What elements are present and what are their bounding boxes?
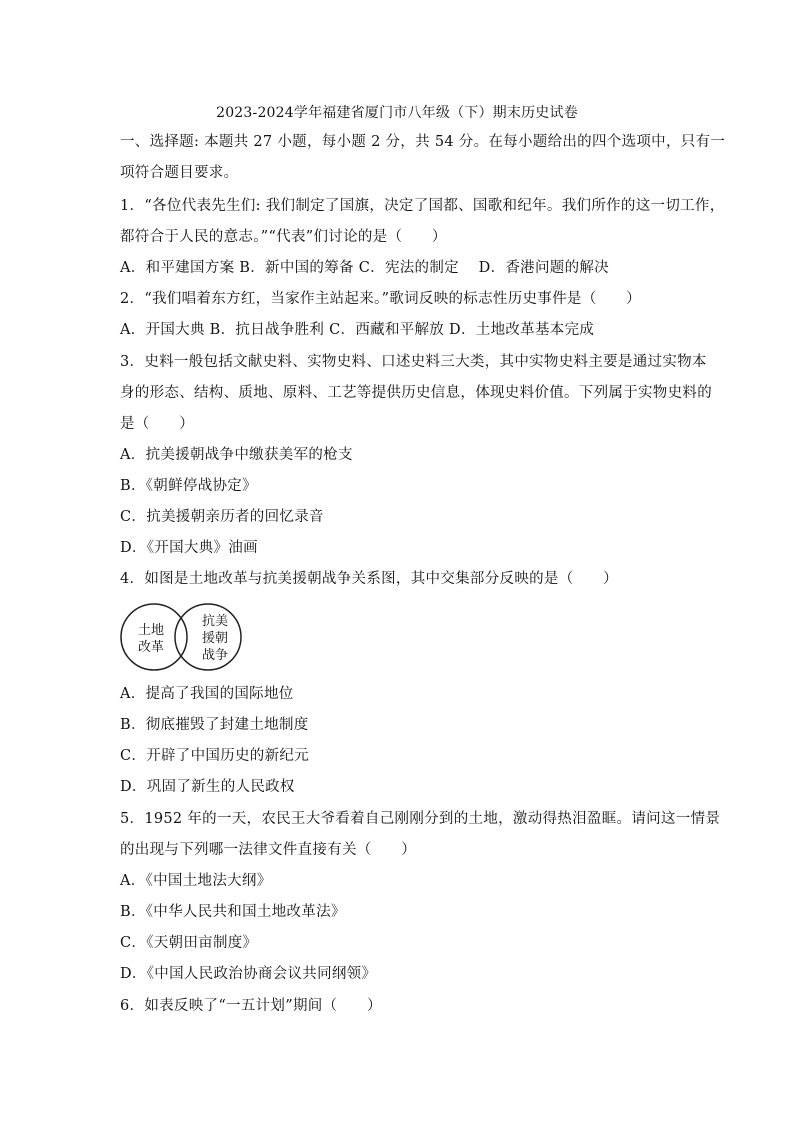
q5-option-b[interactable]: B．《中华人民共和国土地改革法》 <box>120 904 346 920</box>
q3-option-b[interactable]: B．《朝鲜停战协定》 <box>120 478 257 494</box>
q1-options[interactable]: A．和平建国方案 B．新中国的筹备 C．宪法的制定 D．香港问题的解决 <box>120 260 609 276</box>
q5-stem-line-2: 的出现与下列哪一法律文件直接有关（ ） <box>120 842 416 858</box>
q4-option-b[interactable]: B．彻底摧毁了封建土地制度 <box>120 717 309 733</box>
q5-stem-line-1: 5．1952 年的一天，农民王大爷看着自己刚刚分到的土地，激动得热泪盈眶。请问这一情景 <box>120 811 721 827</box>
q5-option-a[interactable]: A．《中国土地法大纲》 <box>120 873 272 889</box>
q4-option-d[interactable]: D．巩固了新生的人民政权 <box>120 779 295 795</box>
exam-title: 2023-2024学年福建省厦门市八年级（下）期末历史试卷 <box>216 105 578 121</box>
q5-option-c[interactable]: C．《天朝田亩制度》 <box>120 935 258 951</box>
q2-options[interactable]: A．开国大典 B．抗日战争胜利 C．西藏和平解放 D．土地改革基本完成 <box>120 322 595 338</box>
venn-left-label-1: 土地 <box>137 623 165 638</box>
q1-stem-line-2: 都符合于人民的意志。”“代表”们讨论的是（ ） <box>120 229 447 245</box>
section-intro-line-2: 项符合题目要求。 <box>120 165 239 181</box>
q4-option-c[interactable]: C．开辟了中国历史的新纪元 <box>120 748 309 764</box>
q3-stem-line-3: 是（ ） <box>120 416 194 432</box>
q4-stem-line-1: 4．如图是土地改革与抗美援朝战争关系图，其中交集部分反映的是（ ） <box>120 571 618 587</box>
venn-right-label-2: 援朝 <box>201 631 229 646</box>
venn-right-label-3: 战争 <box>201 648 229 663</box>
venn-left-label-2: 改革 <box>137 640 165 655</box>
q3-option-c[interactable]: C．抗美援朝亲历者的回忆录音 <box>120 509 324 525</box>
venn-right-label-1: 抗美 <box>201 614 229 629</box>
q3-option-d[interactable]: D．《开国大典》油画 <box>120 540 258 556</box>
section-intro-line-1: 一、选择题: 本题共 27 小题，每小题 2 分，共 54 分。在每小题给出的四个选项中，只有一 <box>120 134 726 150</box>
q3-option-a[interactable]: A．抗美援朝战争中缴获美军的枪支 <box>120 447 353 463</box>
q3-stem-line-1: 3．史料一般包括文献史料、实物史料、口述史料三大类，其中实物史料主要是通过实物本 <box>120 354 707 370</box>
q1-stem-line-1: 1．“各位代表先生们: 我们制定了国旗，决定了国都、国歌和纪年。我们所作的这一切工作， <box>120 198 725 214</box>
q4-option-a[interactable]: A．提高了我国的国际地位 <box>120 686 294 702</box>
q2-stem-line-1: 2．“我们唱着东方红，当家作主站起来。”歌词反映的标志性历史事件是（ ） <box>120 291 641 307</box>
q3-stem-line-2: 身的形态、结构、质地、原料、工艺等提供历史信息，体现史料价值。下列属于实物史料的 <box>120 385 712 401</box>
q6-stem-line-1: 6．如表反映了“一五计划”期间（ ） <box>120 998 382 1014</box>
venn-diagram <box>118 600 250 674</box>
q5-option-d[interactable]: D．《中国人民政治协商会议共同纲领》 <box>120 966 377 982</box>
